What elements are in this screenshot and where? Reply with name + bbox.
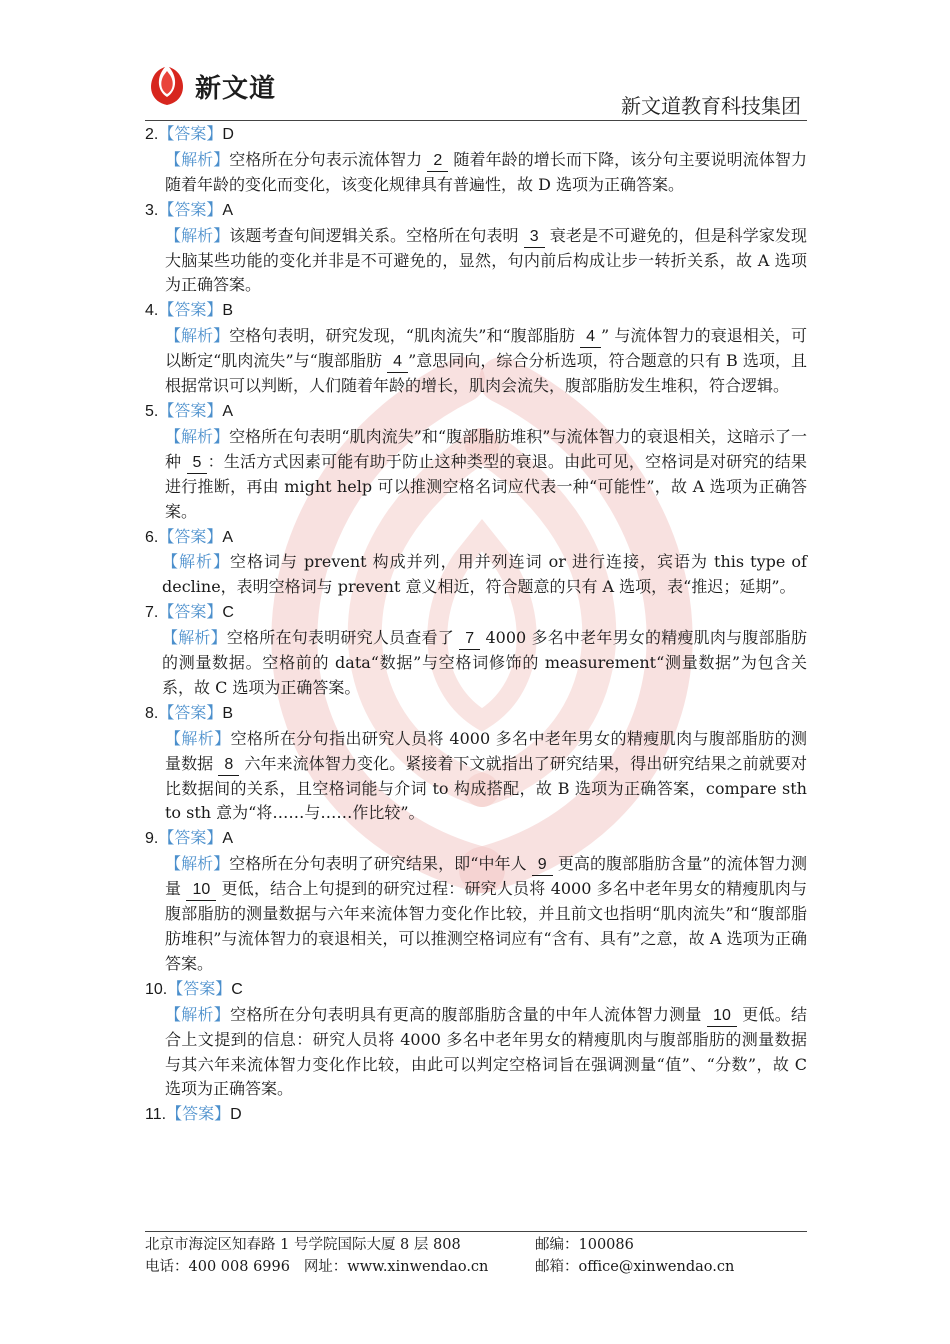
company-name: 新文道教育科技集团 <box>621 94 801 118</box>
analysis-tag: 【解析】 <box>165 149 230 169</box>
answer-item <box>145 826 807 976</box>
answer-letter: B <box>222 302 234 320</box>
answer-line <box>145 399 807 425</box>
footer-address: 北京市海淀区知春路 1 号学院国际大厦 8 层 808 <box>145 1237 461 1253</box>
analysis-text <box>145 324 807 399</box>
answer-letter: D <box>230 1106 242 1124</box>
answer-line <box>145 198 807 224</box>
analysis-tag: 【解析】 <box>162 628 227 648</box>
analysis-segment: 该题考查句间逻辑关系。空格所在句表明 <box>229 225 524 245</box>
answer-tag: 【答案】 <box>158 702 223 722</box>
analysis-segment: 空格所在句表明“肌肉流失”和“腹部脂肪堆积”与流体智力的衰退相关，这暗示了一种 <box>165 426 807 471</box>
blank-number: 4 <box>580 327 601 348</box>
answer-tag: 【答案】 <box>158 300 223 320</box>
question-number: 11. <box>145 1106 167 1124</box>
analysis-segment: 空格所在分句表明具有更高的腹部脂肪含量的中年人流体智力测量 <box>230 1004 708 1024</box>
answer-letter: A <box>222 528 234 546</box>
analysis-segment: ”意思同向，综合分析选项，符合题意的只有 B 选项，且根据常识可以判断，人们随着年龄的增长，肌肉会流失，腹部脂肪发生堆积，符合逻辑。 <box>165 351 807 396</box>
answer-line <box>145 977 807 1003</box>
answer-item <box>145 399 807 525</box>
brand-logo <box>145 64 276 108</box>
answer-tag: 【答案】 <box>158 124 223 143</box>
answer-tag: 【答案】 <box>158 602 223 622</box>
answer-line <box>145 298 807 324</box>
question-number: 8. <box>145 704 159 722</box>
blank-number: 9 <box>532 855 553 876</box>
answer-letter: A <box>222 402 234 420</box>
answer-list <box>145 122 807 1128</box>
blank-number: 5 <box>187 453 208 474</box>
analysis-segment: 空格所在句表明研究人员查看了 <box>226 628 460 648</box>
analysis-tag: 【解析】 <box>165 1004 231 1024</box>
page-header <box>145 60 807 120</box>
analysis-segment: 更低，结合上句提到的研究过程：研究人员将 4000 多名中老年男女的精瘦肌肉与腹部脂肪的测量数据与六年来流体智力变化作比较，并且前文也指明“肌肉流失”和“腹部脂肪堆积”与流体智力的衰退相关，可以推测空格词应有“含有、具有”之意，故 A 选项为正确答案。 <box>165 879 807 973</box>
analysis-segment: 空格句表明，研究发现，“肌肉流失”和“腹部脂肪 <box>229 326 581 346</box>
blank-number: 8 <box>218 755 239 776</box>
question-number: 7. <box>145 604 159 622</box>
answer-item <box>145 1102 807 1128</box>
blank-number: 10 <box>707 1006 737 1027</box>
analysis-text <box>145 148 807 198</box>
analysis-text <box>145 852 807 977</box>
analysis-segment: 随着年龄的增长而下降，该分句主要说明流体智力随着年龄的变化而变化，该变化规律具有普遍性，故 D 选项为正确答案。 <box>165 149 807 194</box>
answer-tag: 【答案】 <box>167 978 232 998</box>
answer-tag: 【答案】 <box>158 526 223 546</box>
analysis-segment: 空格所在分句表明了研究结果，即“中年人 <box>229 854 532 874</box>
analysis-tag: 【解析】 <box>165 728 231 748</box>
answer-letter: C <box>231 980 243 998</box>
answer-line <box>145 525 807 551</box>
analysis-segment: 4000 多名中老年男女的精瘦肌肉与腹部脂肪的测量数据。空格前的 data“数据”与空格词修饰的 measurement“测量数据”为包含关系，故 C 选项为正确答案。 <box>162 628 807 697</box>
analysis-tag: 【解析】 <box>162 552 230 572</box>
analysis-tag: 【解析】 <box>165 326 230 346</box>
blank-number: 10 <box>186 880 216 901</box>
answer-letter: D <box>222 126 234 143</box>
analysis-segment: ” 与流体智力的衰退相关，可以断定“肌肉流失”与“腹部脂肪 <box>165 326 807 371</box>
answer-tag: 【答案】 <box>158 828 223 848</box>
answer-line <box>145 600 807 626</box>
answer-item <box>145 977 807 1103</box>
blank-number: 7 <box>459 629 480 650</box>
question-number: 3. <box>145 201 159 219</box>
analysis-segment: 空格所在分句指出研究人员将 4000 多名中老年男女的精瘦肌肉与腹部脂肪的测量数据 <box>165 728 807 773</box>
question-number: 4. <box>145 302 159 320</box>
analysis-text <box>145 1003 807 1103</box>
answer-letter: A <box>222 830 234 848</box>
analysis-segment: 衰老是不可避免的，但是科学家发现大脑某些功能的变化并非是不可避免的，显然，句内前后构成让步一转折关系，故 A 选项为正确答案。 <box>165 225 807 295</box>
analysis-text <box>145 425 807 525</box>
blank-number: 2 <box>427 151 448 172</box>
analysis-tag: 【解析】 <box>165 426 230 446</box>
answer-letter: B <box>222 704 234 722</box>
answer-letter: C <box>222 604 234 622</box>
question-number: 2. <box>145 126 159 143</box>
footer-divider <box>145 1231 807 1232</box>
blank-number: 4 <box>387 352 408 373</box>
blank-number: 3 <box>524 227 545 248</box>
analysis-segment: 空格所在分句表示流体智力 <box>229 149 428 169</box>
answer-tag: 【答案】 <box>158 400 223 420</box>
analysis-segment: ：生活方式因素可能有助于防止这种类型的衰退。由此可见，空格词是对研究的结果进行推断，再由 might help 可以推测空格名词应代表一种“可能性”，故 A 选项为正确答案。 <box>165 451 807 521</box>
question-number: 6. <box>145 528 159 546</box>
answer-item <box>145 701 807 827</box>
answer-item <box>145 122 807 198</box>
answer-item <box>145 198 807 299</box>
analysis-segment: 更低。结合上文提到的信息：研究人员将 4000 多名中老年男女的精瘦肌肉与腹部脂肪的测量数据与其六年来流体智力变化作比较，由此可以判定空格词旨在强调测量“值”、“分数”，故 C 选项为正确答案。 <box>165 1004 807 1099</box>
logo-name: 新文道 <box>195 73 277 104</box>
question-number: 10. <box>145 980 168 998</box>
answer-item <box>145 600 807 701</box>
analysis-tag: 【解析】 <box>165 225 230 245</box>
header-divider <box>145 120 807 121</box>
answer-tag: 【答案】 <box>166 1104 231 1124</box>
answer-letter: A <box>222 201 234 219</box>
analysis-segment: 六年来流体智力变化。紧接着下文就指出了研究结果，得出研究结果之前就要对比数据间的关系，且空格词能与介词 to 构成搭配，故 B 选项为正确答案，compare sth to sth 意为“将……与……作比较”。 <box>165 753 807 823</box>
footer-postcode: 邮编：100086 <box>535 1237 634 1253</box>
answer-item <box>145 525 807 601</box>
analysis-tag: 【解析】 <box>165 854 230 874</box>
analysis-text <box>145 626 807 701</box>
footer-contact <box>145 1256 488 1278</box>
footer-website: 网址：www.xinwendao.cn <box>303 1259 489 1275</box>
footer-phone: 电话：400 008 6996 <box>145 1259 290 1275</box>
analysis-text <box>145 224 807 299</box>
answer-line <box>145 1102 807 1128</box>
analysis-segment: 更高的腹部脂肪含量”的流体智力测量 <box>165 854 807 899</box>
page-footer <box>145 1234 807 1278</box>
answer-tag: 【答案】 <box>158 199 223 219</box>
answer-item <box>145 298 807 399</box>
question-number: 9. <box>145 830 159 848</box>
answer-line <box>145 122 807 148</box>
question-number: 5. <box>145 402 159 420</box>
analysis-text <box>145 550 807 600</box>
answer-line <box>145 826 807 852</box>
analysis-text <box>145 727 807 827</box>
analysis-segment: 空格词与 prevent 构成并列，用并列连词 or 进行连接，宾语为 this type of decline，表明空格词与 prevent 意义相近，符合题意的只有 A 选项，表“推迟；延期”。 <box>162 552 807 597</box>
footer-email: 邮箱：office@xinwendao.cn <box>535 1259 735 1275</box>
phoenix-logo-icon <box>145 64 189 108</box>
answer-line <box>145 701 807 727</box>
